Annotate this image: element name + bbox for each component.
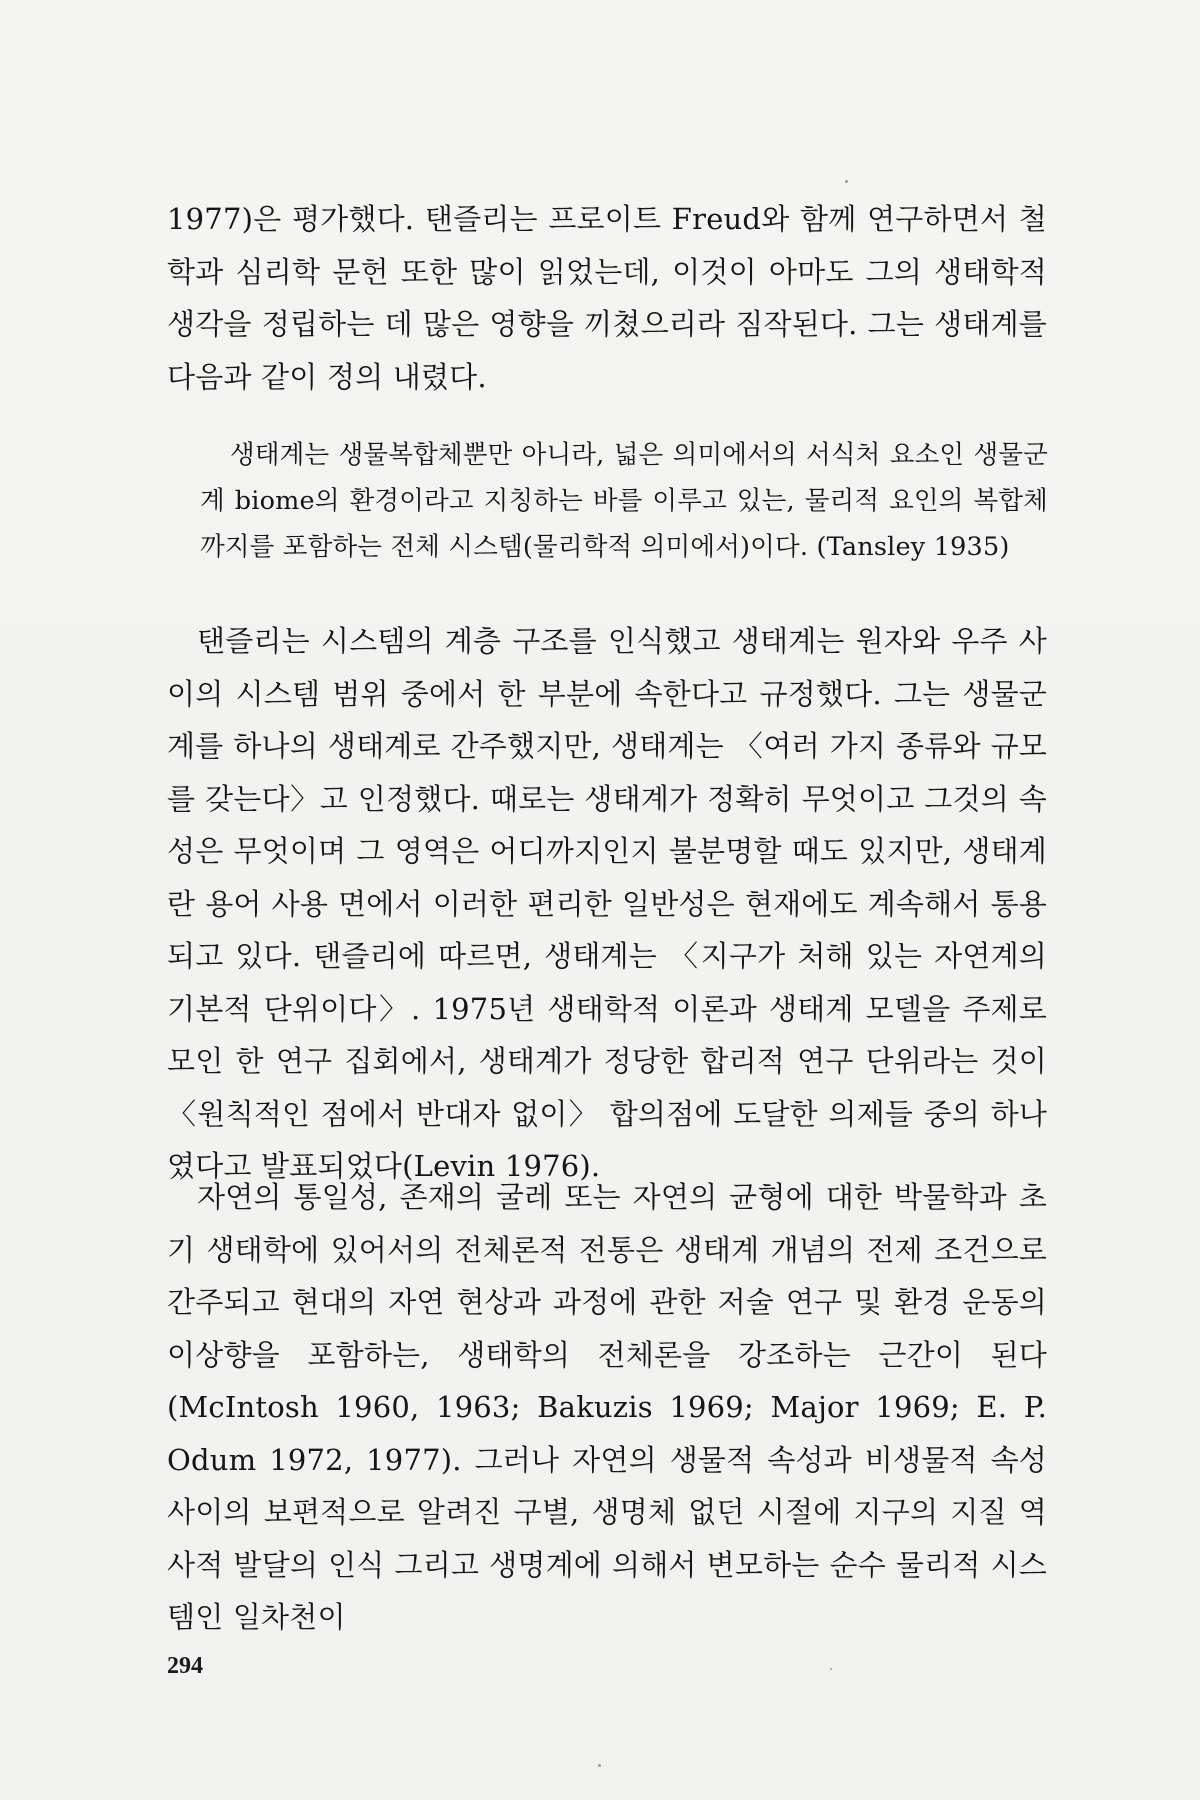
paragraph-holism-text: 자연의 통일성, 존재의 굴레 또는 자연의 균형에 대한 박물학과 초기 생태학에 있어서의 전체론적 전통은 생태계 개념의 전제 조건으로 간주되고 현대의 자연 현상과 과정에 관한 저술 연구 및 환경 운동의 이상향을 포함하는, 생태학의 전체론을 강조하는 근간이 된다 (McIntosh 1960, 1963; Bakuzis 1969; Major 1969; E. P. Odum 1972, 1977). 그러나 자연의 생물적 속성과 비생물적 속성 사이의 보편적으로 알려진 구별, 생명체 없던 시절에 지구의 지질 역사적 발달의 인식 그리고 생명계에 의해서 변모하는 순수 물리적 시스템인 일차천이 bbox=[167, 1180, 1047, 1634]
paragraph-intro-text: 1977)은 평가했다. 탠즐리는 프로이트 Freud와 함께 연구하면서 철학과 심리학 문헌 또한 많이 읽었는데, 이것이 아마도 그의 생태학적 생각을 정립하는 데 많은 영향을 끼쳤으리라 짐작된다. 그는 생태계를 다음과 같이 정의 내렸다. bbox=[167, 202, 1047, 394]
paragraph-hierarchy-text: 탠즐리는 시스템의 계층 구조를 인식했고 생태계는 원자와 우주 사이의 시스템 범위 중에서 한 부분에 속한다고 규정했다. 그는 생물군계를 하나의 생태계로 간주했지만, 생태계는 〈여러 가지 종류와 규모를 갖는다〉고 인정했다. 때로는 생태계가 정확히 무엇이고 그것의 속성은 무엇이며 그 영역은 어디까지인지 불분명할 때도 있지만, 생태계란 용어 사용 면에서 이러한 편리한 일반성은 현재에도 계속해서 통용되고 있다. 탠즐리에 따르면, 생태계는 〈지구가 처해 있는 자연계의 기본적 단위이다〉. 1975년 생태학적 이론과 생태계 모델을 주제로 모인 한 연구 집회에서, 생태계가 정당한 합리적 연구 단위라는 것이 〈원칙적인 점에서 반대자 없이〉 합의점에 도달한 의제들 중의 하나였다고 발표되었다(Levin 1976). bbox=[167, 624, 1047, 1183]
paragraph-holism bbox=[167, 1171, 1047, 1644]
paragraph-hierarchy bbox=[167, 615, 1047, 1193]
scan-speck bbox=[598, 1764, 601, 1767]
block-quote-text: 생태계는 생물복합체뿐만 아니라, 넓은 의미에서의 서식처 요소인 생물군계 biome의 환경이라고 지칭하는 바를 이루고 있는, 물리적 요인의 복합체까지를 포함하는 전체 시스템(물리학적 의미에서)이다. (Tansley 1935) bbox=[200, 440, 1048, 562]
paragraph-intro bbox=[167, 193, 1047, 403]
block-quote-tansley bbox=[200, 432, 1048, 570]
page-number: 294 bbox=[167, 1653, 203, 1679]
scan-speck bbox=[845, 180, 848, 183]
scan-speck bbox=[830, 1668, 832, 1670]
